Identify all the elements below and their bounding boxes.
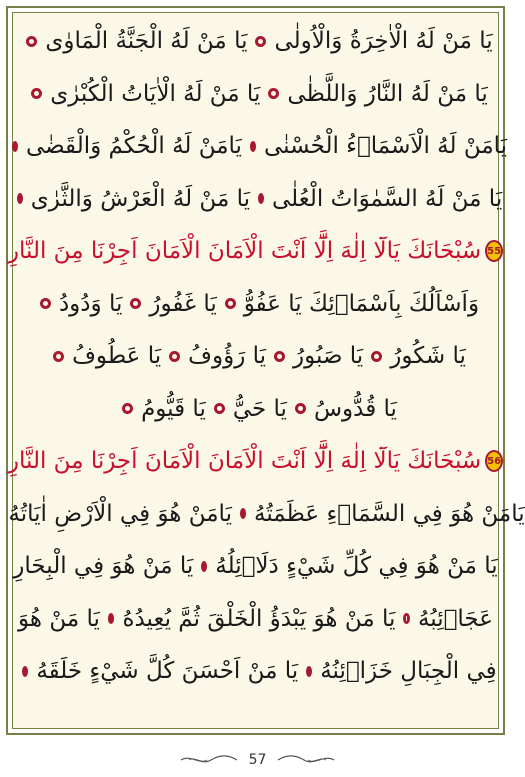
text-segment: يَا قَيُّومُ [141, 395, 206, 422]
verse-number-badge: 55 [485, 240, 503, 262]
text-segment: يَامَنْ هُوَ فِي السَّمَاۤءِ عَظَمَتُهُ [253, 500, 525, 527]
text-segment: يَا عَطُوفُ [72, 343, 162, 369]
text-line [18, 333, 493, 379]
text-segment: يَا وَدُودُ [58, 290, 123, 317]
separator-ring-icon [12, 141, 18, 152]
text-segment: يَا مَنْ هُوَ يَبْدَؤُ الْخَلْقَ ثُمَّ يُعِيدُهُ [122, 605, 396, 632]
separator-ring-icon [22, 666, 28, 677]
text-segment: يَا مَنْ هُوَ [18, 605, 100, 632]
text-segment: يَا مَنْ اَحْسَنَ كُلَّ شَيْءٍ خَلَقَهُ [36, 658, 299, 684]
page-footer [0, 746, 515, 774]
verse-number-badge: 56 [485, 450, 503, 472]
text-segment: يَا مَنْ لَهُ الْعَرْشُ وَالثَّرٰى [30, 185, 250, 212]
separator-ring-icon [31, 88, 42, 99]
text-line [18, 281, 493, 327]
separator-ring-icon [169, 351, 180, 362]
refrain-text: سُبْحَانَكَ يَالَٓا اِلٰهَ اِلَّٓا اَنْتَ الْاَمَانَ الْاَمَانَ اَجِرْنَا مِنَ النَّارِ [7, 448, 482, 474]
refrain-line [7, 438, 502, 484]
text-segment: يَامَنْ لَهُ الْحُكْمُ وَالْقَضٰى [25, 133, 242, 159]
text-segment: يَا مَنْ لَهُ الْجَنَّةُ الْمَاوٰى [45, 28, 248, 54]
text-segment: يَا مَنْ لَهُ السَّمٰوَاتُ الْعُلٰى [271, 185, 503, 212]
left-ornament-icon [179, 753, 239, 767]
separator-ring-icon [201, 561, 207, 572]
text-segment: يَا شَكُورُ [390, 343, 466, 369]
text-segment: يَا رَؤُوفُ [188, 343, 267, 369]
text-segment: يَا مَنْ لَهُ الْاٰخِرَةُ وَالْاُولٰى [274, 28, 493, 54]
text-segment: يَا غَفُورُ [149, 290, 217, 317]
text-line [18, 596, 493, 642]
separator-ring-icon [108, 613, 115, 624]
text-line [18, 71, 493, 117]
text-line [13, 543, 498, 589]
text-segment: يَا قُدُّوسُ [313, 395, 397, 422]
refrain-line [7, 228, 502, 274]
separator-ring-icon [371, 351, 382, 362]
text-segment: عَجَاۤئِبُهُ [417, 605, 493, 632]
separator-ring-icon [53, 351, 64, 362]
separator-ring-icon [274, 351, 285, 362]
separator-ring-icon [403, 613, 410, 624]
text-line [18, 123, 508, 169]
separator-ring-icon [214, 403, 225, 414]
separator-ring-icon [26, 36, 37, 47]
separator-ring-icon [268, 88, 279, 99]
text-line [18, 648, 497, 694]
separator-ring-icon [225, 298, 236, 309]
separator-ring-icon [40, 298, 51, 309]
right-ornament-icon [276, 753, 336, 767]
separator-ring-icon [130, 298, 141, 309]
text-segment: يَا حَيُّ [232, 395, 287, 422]
separator-ring-icon [250, 141, 256, 152]
separator-ring-icon [295, 403, 306, 414]
separator-ring-icon [240, 508, 246, 519]
separator-ring-icon [306, 666, 312, 677]
text-segment: يَا مَنْ هُوَ فِي الْبِحَارِ [13, 553, 194, 579]
separator-ring-icon [258, 193, 264, 204]
text-line [18, 18, 493, 64]
separator-ring-icon [17, 193, 23, 204]
refrain-text: سُبْحَانَكَ يَالَٓا اِلٰهَ اِلَّٓا اَنْتَ الْاَمَانَ الْاَمَانَ اَجِرْنَا مِنَ النَّارِ [7, 238, 482, 264]
text-line [18, 386, 493, 432]
separator-ring-icon [255, 36, 266, 47]
text-segment: يَامَنْ لَهُ الْاَسْمَاۤءُ الْحُسْنٰى [263, 133, 508, 159]
separator-ring-icon [122, 403, 133, 414]
text-line [8, 491, 525, 537]
text-segment: يَا مَنْ هُوَ فِي كُلِّ شَيْءٍ دَلَاۤئِلُهُ [215, 553, 498, 579]
text-segment: يَا مَنْ لَهُ الْاٰيَاتُ الْكُبْرٰى [50, 80, 261, 107]
page-number: 57 [248, 752, 267, 768]
text-segment: يَامَنْ هُوَ فِي الْاَرْضِ اٰيَاتُهُ [8, 500, 232, 527]
text-line [18, 176, 503, 222]
text-segment: وَاَسْاَلُكَ بِاَسْمَاۤئِكَ يَا عَفُوُّ [243, 290, 480, 317]
text-segment: فِي الْجِبَالِ خَزَاۤئِنُهُ [320, 658, 497, 684]
text-segment: يَا صَبُورُ [293, 343, 364, 369]
text-segment: يَا مَنْ لَهُ النَّارُ وَاللَّظٰى [287, 80, 488, 107]
